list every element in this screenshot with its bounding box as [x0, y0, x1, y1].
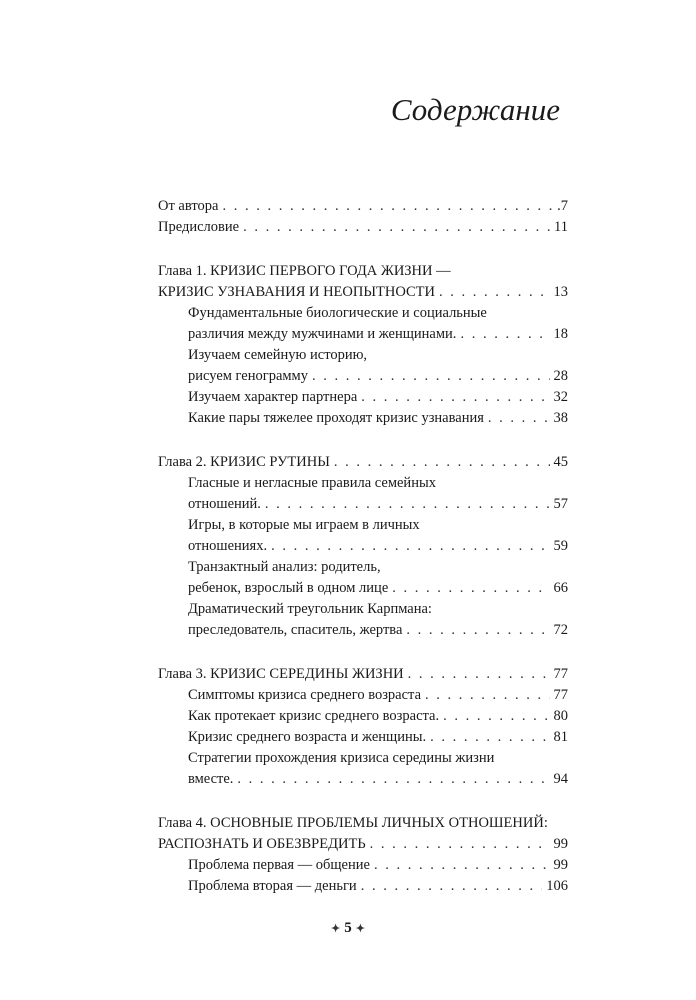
page-folio [0, 920, 696, 937]
page-number: 81 [553, 729, 568, 745]
toc-subentry[interactable]: Драматический треугольник Карпмана: [188, 601, 432, 617]
toc-subentry[interactable]: Фундаментальные биологические и социальные [188, 305, 487, 321]
page-number: 99 [553, 836, 568, 852]
page-number: 32 [553, 389, 568, 405]
ornament-icon: ✦ [331, 923, 341, 935]
page-number: 18 [553, 326, 568, 342]
toc-subentry[interactable]: рисуем генограмму . . . 28 [158, 368, 568, 389]
chapter-4-heading-cont[interactable]: РАСПОЗНАТЬ И ОБЕЗВРЕДИТЬ . . . 99 [158, 836, 568, 857]
toc-subentry[interactable]: Как протекает кризис среднего возраста. . . . 80 [158, 708, 568, 729]
page-number: 28 [553, 368, 568, 384]
page-number: 77 [553, 687, 568, 703]
toc-subentry[interactable]: отношений. . . . 57 [158, 496, 568, 517]
chapter-1-heading-cont[interactable]: КРИЗИС УЗНАВАНИЯ И НЕОПЫТНОСТИ . . . 13 [158, 284, 568, 305]
chapter-1-heading[interactable]: Глава 1. КРИЗИС ПЕРВОГО ГОДА ЖИЗНИ — [158, 263, 451, 279]
chapter-3-heading[interactable]: Глава 3. КРИЗИС СЕРЕДИНЫ ЖИЗНИ . . . 77 [158, 666, 568, 687]
toc-entry-preface[interactable]: Предисловие . . . 11 [158, 219, 568, 240]
page-number: 11 [554, 219, 568, 235]
page-number: .7 [557, 198, 568, 214]
toc-subentry[interactable]: Проблема вторая — деньги . . . 106 [158, 878, 568, 899]
toc-subentry[interactable]: Изучаем характер партнера . . . 32 [158, 389, 568, 410]
page-number: 38 [553, 410, 568, 426]
page-number: 59 [553, 538, 568, 554]
folio-number: 5 [344, 920, 352, 936]
page-number: 57 [553, 496, 568, 512]
toc-subentry[interactable]: Какие пары тяжелее проходят кризис узнавания . . . 38 [158, 410, 568, 431]
toc-subentry[interactable]: Транзактный анализ: родитель, [188, 559, 381, 575]
page-number: 94 [553, 771, 568, 787]
toc-subentry[interactable]: вместе. . . . 94 [158, 771, 568, 792]
page-number: 45 [553, 454, 568, 470]
toc-subentry[interactable]: различия между мужчинами и женщинами. . . . 18 [158, 326, 568, 347]
toc-subentry[interactable]: Гласные и негласные правила семейных [188, 475, 436, 491]
page-number: 13 [553, 284, 568, 300]
chapter-4-heading[interactable]: Глава 4. ОСНОВНЫЕ ПРОБЛЕМЫ ЛИЧНЫХ ОТНОШЕНИЙ: [158, 815, 548, 831]
ornament-icon: ✦ [355, 923, 365, 935]
chapter-2-heading[interactable]: Глава 2. КРИЗИС РУТИНЫ . . . 45 [158, 454, 568, 475]
toc-subentry[interactable]: ребенок, взрослый в одном лице . . . 66 [158, 580, 568, 601]
toc-subentry[interactable]: Игры, в которые мы играем в личных [188, 517, 420, 533]
toc-subentry[interactable]: преследователь, спаситель, жертва . . . 72 [158, 622, 568, 643]
page-number: 99 [553, 857, 568, 873]
toc-subentry[interactable]: Изучаем семейную историю, [188, 347, 368, 363]
page-title: Содержание [390, 92, 560, 127]
page-number: 106 [546, 878, 568, 894]
toc-subentry[interactable]: Кризис среднего возраста и женщины. . . . 81 [158, 729, 568, 750]
page-number: 80 [553, 708, 568, 724]
page-number: 77 [553, 666, 568, 682]
toc-subentry[interactable]: Проблема первая — общение . . . 99 [158, 857, 568, 878]
toc-subentry[interactable]: отношениях. . . . 59 [158, 538, 568, 559]
toc-entry-from-author[interactable]: От автора . . . .7 [158, 198, 568, 219]
toc-subentry[interactable]: Симптомы кризиса среднего возраста . . . 77 [158, 687, 568, 708]
table-of-contents [158, 198, 568, 899]
page-number: 72 [553, 622, 568, 638]
toc-subentry[interactable]: Стратегии прохождения кризиса середины жизни [188, 750, 495, 766]
page-number: 66 [553, 580, 568, 596]
